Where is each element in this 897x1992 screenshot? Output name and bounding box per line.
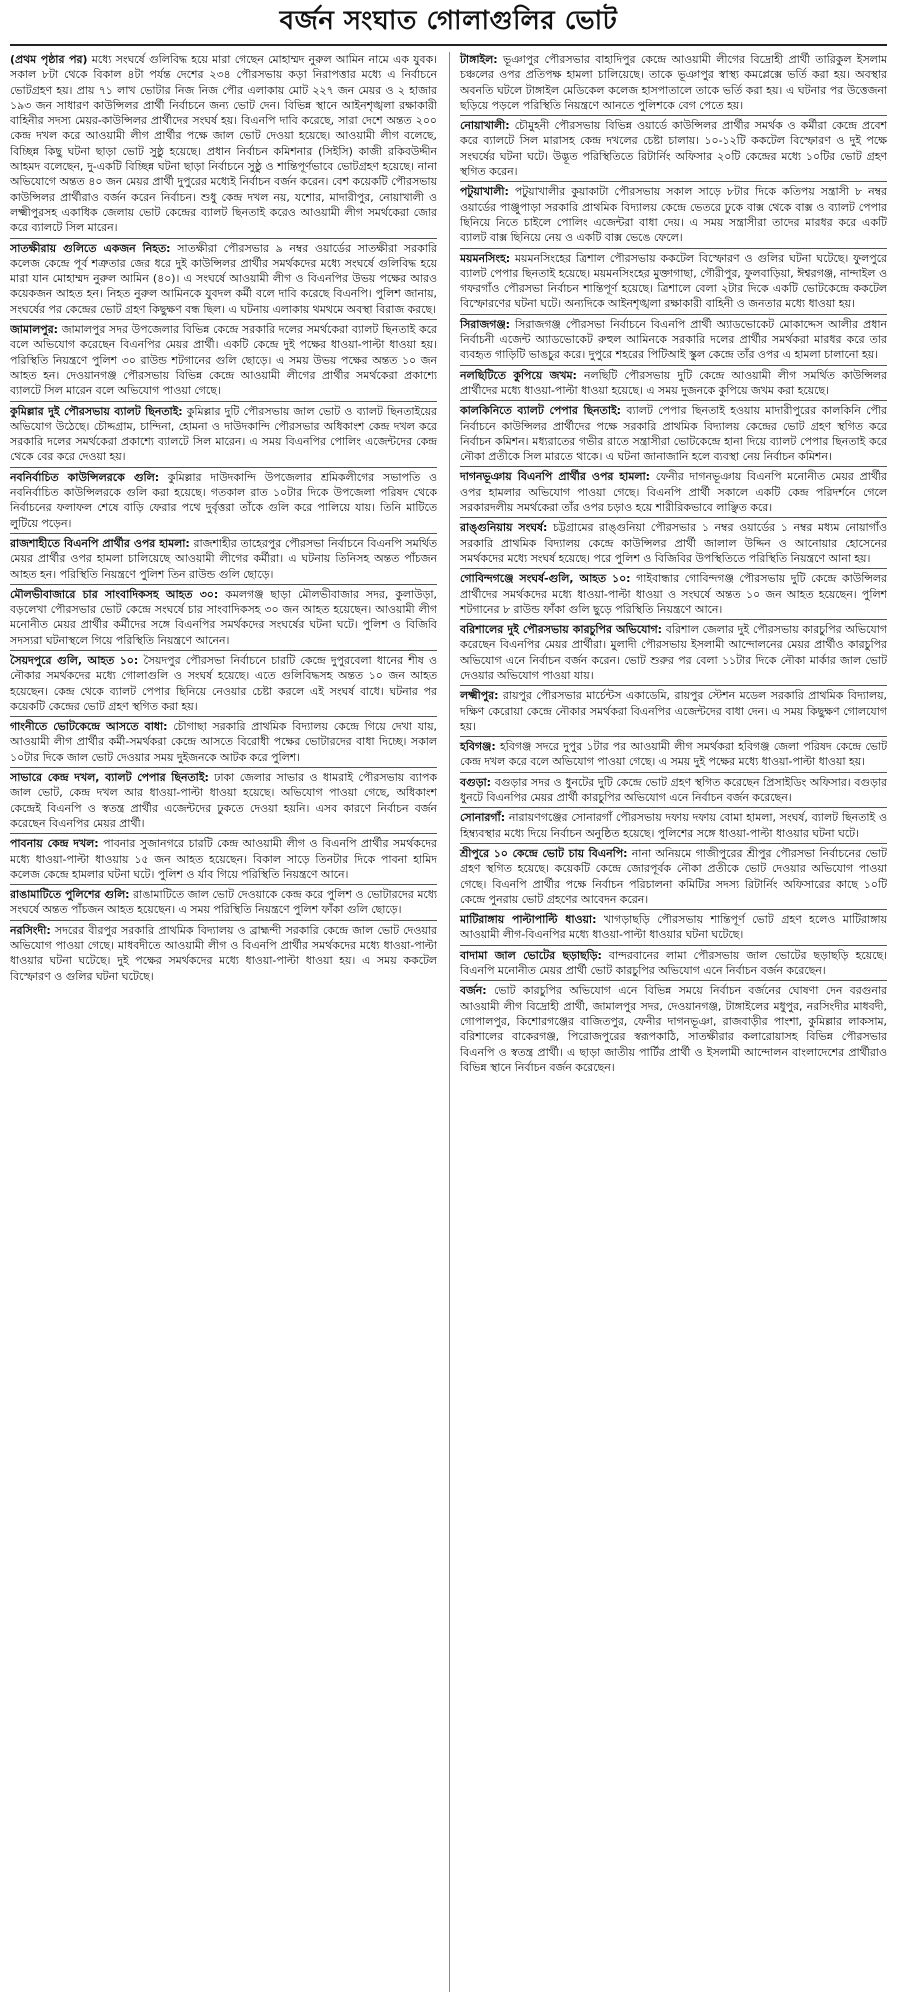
paragraph-subhead: নোয়াখালী: [460, 119, 510, 133]
article-paragraph [460, 948, 887, 979]
paragraph-body: জামালপুর সদর উপজেলার বিভিন্ন কেন্দ্রে সরকারি দলের সমর্থকেরা ব্যালট ছিনতাই করে বলে অভিযোগ করেছেন বিএনপির মেয়র প্রার্থী। একটি কেন্দ্রে দুই পক্ষের ধাওয়া-পাল্টা ধাওয়া হয়। পরিস্থিতি নিয়ন্ত্রণে পুলিশ ৩০ রাউন্ড শটগানের গুলি ছোড়ে। এ সময় উভয় পক্ষের অন্তত ১০ জন আহত হন। দেওয়ানগঞ্জ পৌরসভায় বিভিন্ন কেন্দ্রে আওয়ামী লীগের প্রার্থীর সমর্থকেরা প্রকাশ্যে ব্যালটে সিল মারেন বলে অভিযোগ পাওয়া গেছে। [10, 323, 437, 398]
paragraph-body: খাগড়াছড়ি পৌরসভায় শান্তিপূর্ণ ভোট গ্রহণ হলেও মাটিরাঙ্গায় আওয়ামী লীগ-বিএনপির মধ্যে ধাওয়া-পাল্টা ধাওয়ার ঘটনা ঘটেছে। [460, 913, 887, 942]
paragraph-body: ব্যালট পেপার ছিনতাই হওয়ায় মাদারীপুরের কালকিনি পৌর নির্বাচনে কাউন্সিলর প্রার্থীদের পক্ষে সরকারি প্রাথমিক বিদ্যালয় কেন্দ্রের ভোট গ্রহণ স্থগিত করে নির্বাচন কমিশন। মধ্যরাতের গভীর রাতে সন্ত্রাসীরা ভোটকেন্দ্রে হানা দিয়ে ব্যালট পেপার ছিনতাই করে নৌকা প্রতীকে সিল মারতে থাকে। এ ঘটনা জানাজানি হলে ব্যবস্থা নেয় নির্বাচন কমিশন। [460, 404, 887, 464]
paragraph-divider [10, 467, 437, 468]
paragraph-body: পাবনার সুজানগরে চারটি কেন্দ্র আওয়ামী লীগ ও বিএনপি প্রার্থীর সমর্থকদের মধ্যে ধাওয়া-পাল্টা ধাওয়ায় ১৫ জন আহত হয়েছেন। বিকাল সাড়ে তিনটার দিকে পাবনা হামিদ কলেজ কেন্দ্রে হামলার ঘটনা ঘটে। পুলিশ ও র্যাব গিয়ে পরিস্থিতি নিয়ন্ত্রণে আনে। [10, 837, 437, 881]
article-paragraph [460, 688, 887, 734]
article-paragraph [460, 912, 887, 943]
article-paragraph [10, 52, 437, 236]
column-left [10, 52, 437, 1992]
article-paragraph [460, 251, 887, 312]
paragraph-divider [460, 181, 887, 182]
paragraph-subhead: শ্রীপুরে ১০ কেন্দ্রে ভোট চায় বিএনপি: [460, 846, 628, 860]
paragraph-divider [460, 115, 887, 116]
paragraph-divider [460, 314, 887, 315]
paragraph-subhead: কালকিনিতে ব্যালট পেপার ছিনতাই: [460, 404, 622, 418]
article-paragraph [460, 622, 887, 683]
paragraph-body: নলছিটি পৌরসভায় দুটি কেন্দ্রে আওয়ামী লীগ সমর্থিত কাউন্সিলর প্রার্থীদের মধ্যে ধাওয়া-পাল্টা ধাওয়া হয়েছে। এ সময় দুজনকে কুপিয়ে জখম করা হয়েছে। [460, 368, 887, 397]
paragraph-subhead: গাংনীতে ভোটকেন্দ্রে আসতে বাধা: [10, 720, 168, 734]
paragraph-body: সদরের বীরপুর সরকারি প্রাথমিক বিদ্যালয় ও ব্রাহ্মন্দী সরকারি কেন্দ্রে জাল ভোট দেওয়ার অভিযোগ পাওয়া গেছে। মাধবদীতে আওয়ামী লীগ ও বিএনপি প্রার্থীর সমর্থকদের মধ্যে ধাওয়া-পাল্টা ধাওয়ার ঘটনা ঘটেছে। দুই পক্ষের সমর্থকদের মধ্যে ধাওয়া-পাল্টা ধাওয়া হয়। এ সময় ককটেল বিস্ফোরণ ও গুলির ঘটনা ঘটেছে। [10, 923, 437, 983]
article-paragraph [460, 810, 887, 841]
paragraph-divider [10, 767, 437, 768]
paragraph-subhead: পটুয়াখালী: [460, 185, 509, 199]
headline: বর্জন সংঘাত গোলাগুলির ভোট [10, 0, 887, 46]
paragraph-body: ভূঞাপুর পৌরসভার বাহাদিপুর কেন্দ্রে আওয়ামী লীগের বিদ্রোহী প্রার্থী তারিকুল ইসলাম চঞ্চলের ওপর প্রতিপক্ষ হামলা চালিয়েছে। তাকে ভূঞাপুর স্বাস্থ্য কমপ্লেক্সে ভর্তি করা হয়। অবস্থার অবনতি ঘটলে টাঙ্গাইল মেডিকেল কলেজ হাসপাতালে তাকে ভর্তি করা হয়। এ ঘটনার পর উত্তেজনা ছড়িয়ে পড়লে পরিস্থিতি নিয়ন্ত্রণে আনতে পুলিশকে বেগ পেতে হয়। [460, 53, 887, 112]
paragraph-subhead: সৈয়দপুরে গুলি, আহত ১০: [10, 653, 139, 667]
paragraph-body: কুমিল্লার দুটি পৌরসভায় জাল ভোট ও ব্যালট ছিনতাইয়ের অভিযোগ উঠেছে। চৌদ্দগ্রাম, চান্দিনা, হোমনা ও দাউদকান্দি পৌরসভার অধিকাংশ কেন্দ্র দখল করে সরকারি দলের সমর্থকেরা প্রকাশ্যে ব্যালটে সিল মারেন। এ সময় বিএনপির পোলিং এজেন্টদের কেন্দ্র থেকে বের করে দেওয়া হয়। [10, 404, 437, 464]
paragraph-body: সৈয়দপুর পৌরসভা নির্বাচনে চারটি কেন্দ্রে দুপুরবেলা ধানের শীষ ও নৌকার সমর্থকদের মধ্যে গোলাগুলি ও সংঘর্ষ হয়েছে। এতে গুলিবিদ্ধসহ অন্তত ১০ জন আহত হয়েছেন। কেন্দ্র থেকে ব্যালট পেপার ছিনিয়ে নেওয়ার চেষ্টা করলে এই সংঘর্ষ বাধে। ঘটনার পর কয়েকটি কেন্দ্রের ভোট গ্রহণ স্থগিত করা হয়। [10, 653, 437, 713]
paragraph-divider [460, 980, 887, 981]
paragraph-subhead: কুমিল্লার দুই পৌরসভায় ব্যালট ছিনতাই: [10, 404, 183, 418]
article-paragraph [460, 983, 887, 1075]
paragraph-subhead: পাবনায় কেন্দ্র দখল: [10, 837, 99, 851]
paragraph-subhead: রাঙ্গুনিয়ায় সংঘর্ষ: [460, 521, 548, 535]
article-columns [10, 46, 887, 1992]
paragraph-body: নারায়ণগঞ্জের সোনারগাঁ পৌরসভায় দফায় দফায় বোমা হামলা, সংঘর্ষ, ব্যালট ছিনতাই ও হিম্ব্যবস্থার মধ্যে দিয়ে নির্বাচন অনুষ্ঠিত হয়েছে। পুলিশের সঙ্গে ধাওয়া-পাল্টা ধাওয়ার ঘটনা ঘটে। [460, 811, 887, 840]
article-paragraph [460, 775, 887, 806]
paragraph-divider [460, 685, 887, 686]
paragraph-body: হবিগঞ্জ সদরে দুপুর ১টার পর আওয়ামী লীগ সমর্থকরা হবিগঞ্জ জেলা পরিষদ কেন্দ্রে ভোট কেন্দ্র দখল করে বলে অভিযোগ পাওয়া গেছে। এ সময় দুই পক্ষের মধ্যে ধাওয়া-পাল্টা ধাওয়া হয়। [460, 740, 887, 769]
paragraph-divider [10, 650, 437, 651]
paragraph-divider [460, 909, 887, 910]
article-paragraph [460, 846, 887, 907]
paragraph-subhead: বগুড়া: [460, 775, 492, 789]
paragraph-divider [460, 466, 887, 467]
article-paragraph [460, 469, 887, 515]
paragraph-body: ময়মনসিংহের ত্রিশাল পৌরসভায় ককটেল বিস্ফোরণ ও গুলির ঘটনা ঘটেছে। ফুলপুরে ব্যালট পেপার ছিনতাই হয়েছে। ময়মনসিংহের মুক্তাগাছা, গৌরীপুর, ফুলবাড়িয়া, ঈশ্বরগঞ্জ, নান্দাইল ও গফরগাঁও পৌরসভা নির্বাচন শান্তিপূর্ণ হয়েছে। ত্রিশালে বেলা ২টার দিকে একটি ভোটকেন্দ্রে ককটেল বিস্ফোরণের ঘটনা ঘটে। অন্যদিকে আইনশৃঙ্খলা রক্ষাকারী বাহিনী ও জনতার মধ্যে ধাওয়া হয়। [460, 251, 887, 311]
paragraph-body: চৌগাছা সরকারি প্রাথমিক বিদ্যালয় কেন্দ্রে গিয়ে দেখা যায়, আওয়ামী লীগ প্রার্থীর কর্মী-সমর্থকরা কেন্দ্রে আসতে বিরোধী পক্ষের ভোটারদের বাধা দিচ্ছে। সকাল ১০টার দিকে জাল ভোট দেওয়ার সময় দুইজনকে আটক করে পুলিশ। [10, 720, 437, 764]
paragraph-body: ফেনীর দাগনভূঞায় বিএনপি মনোনীত মেয়র প্রার্থীর ওপর হামলার অভিযোগ পাওয়া গেছে। বিএনপি প্রার্থী সকালে একটি কেন্দ্র পরিদর্শনে গেলে সরকারদলীয় সমর্থকেরা তাঁর ওপর চড়াও হয়ে শারীরিকভাবে লাঞ্ছিত করে। [460, 470, 887, 515]
paragraph-divider [460, 568, 887, 569]
paragraph-subhead: রাঙামাটিতে পুলিশের গুলি: [10, 888, 130, 902]
paragraph-divider [460, 400, 887, 401]
article-paragraph [460, 317, 887, 363]
article-paragraph [10, 404, 437, 465]
paragraph-subhead: (প্রথম পৃষ্ঠার পর) [10, 53, 88, 66]
paragraph-subhead: মাটিরাঙ্গায় পাল্টাপাল্টি ধাওয়া: [460, 913, 597, 927]
paragraph-divider [10, 584, 437, 585]
paragraph-divider [460, 365, 887, 366]
paragraph-body: সাতক্ষীরা পৌরসভার ৯ নম্বর ওয়ার্ডের সাতক্ষীরা সরকারি কলেজ কেন্দ্রে পূর্ব শত্রুতার জের ধরে দুই কাউন্সিলর প্রার্থীর সমর্থকদের মধ্যে সংঘর্ষে গুলিবিদ্ধ হয়ে মারা যান মোহাম্মদ নুরুল আমিন (৪০)। এ সংঘর্ষে আওয়ামী লীগ ও বিএনপির উভয় পক্ষের আরও কয়েকজন আহত হন। নিহত নুরুল আমিনকে যুবদল কর্মী বলে দাবি করেছে বিএনপি। পুলিশ জানায়, সংঘর্ষের পর কেন্দ্রের ভোট গ্রহণ কিছুক্ষণ বন্ধ ছিল। এ ঘটনায় এলাকায় থমথমে অবস্থা বিরাজ করছে। [10, 241, 437, 316]
paragraph-divider [460, 619, 887, 620]
paragraph-body: রায়পুর পৌরসভার মার্চেন্টস একাডেমি, রায়পুর স্টেশন মডেল সরকারি প্রাথমিক বিদ্যালয়, দক্ষিণ কেরোয়া কেন্দ্রে নৌকার সমর্থকরা বিএনপির এজেন্টদের বাধা দেন। এ সময় কিছুক্ষণ গোলযোগ হয়। [460, 689, 887, 733]
paragraph-subhead: রাজশাহীতে বিএনপি প্রার্থীর ওপর হামলা: [10, 536, 190, 550]
paragraph-subhead: বাদামা জাল ভোটের ছড়াছড়ি: [460, 948, 602, 962]
article-paragraph [460, 52, 887, 113]
paragraph-body: রাঙামাটিতে জাল ভোট দেওয়াকে কেন্দ্র করে পুলিশ ও ভোটারদের মধ্যে সংঘর্ষে অন্তত পাঁচজন আহত হয়েছেন। এ সময় পরিস্থিতি নিয়ন্ত্রণে পুলিশ ফাঁকা গুলি ছোড়ে। [10, 888, 437, 917]
paragraph-subhead: নরসিংদী: [10, 923, 51, 937]
paragraph-divider [10, 238, 437, 239]
paragraph-subhead: সোনারগাঁ: [460, 811, 506, 825]
paragraph-subhead: সিরাজগঞ্জ: [460, 317, 510, 331]
paragraph-divider [460, 772, 887, 773]
paragraph-divider [10, 319, 437, 320]
article-paragraph [460, 520, 887, 566]
article-paragraph [10, 770, 437, 831]
paragraph-subhead: হবিগঞ্জ: [460, 740, 496, 754]
paragraph-body: বরিশাল জেলার দুই পৌরসভায় কারচুপির অভিযোগ করেছেন বিএনপির মেয়র প্রার্থীরা। মুলাদী পৌরসভায় ইসলামী আন্দোলনের মেয়র প্রার্থীও কারচুপির অভিযোগ এনে নির্বাচন বর্জন করেন। ভোট শুরুর পর বেলা ১১টার দিকে নৌকা মার্কার জাল ভোট দেওয়ার অভিযোগ পাওয়া যায়। [460, 623, 887, 682]
article-paragraph [460, 739, 887, 770]
paragraph-body: ঢাকা জেলার সাভার ও ধামরাই পৌরসভায় ব্যাপক জাল ভোট, কেন্দ্র দখল আর ধাওয়া-পাল্টা ধাওয়া হয়েছে। অভিযোগ পাওয়া গেছে, অধিকাংশ কেন্দ্রেই বিএনপি ও স্বতন্ত্র প্রার্থীর এজেন্টদের ঢুকতে দেওয়া হয়নি। এসব কারণে নির্বাচন বর্জন করেছেন বিএনপির মেয়র প্রার্থী। [10, 771, 437, 830]
paragraph-body: সিরাজগঞ্জ পৌরসভা নির্বাচনে বিএনপি প্রার্থী অ্যাডভোকেট মোকাদ্দেস আলীর প্রধান নির্বাচনী এজেন্ট অ্যাডভোকেট রুহুল আমিনকে সরকারি দলের প্রার্থীর সমর্থকরা মারধর করে তার ব্যবহৃত গাড়িটি ভাঙচুর করে। দুপুরে শহরের পিটিআই স্কুল কেন্দ্রে তাঁর ওপর এ হামলা চালানো হয়। [460, 317, 887, 362]
paragraph-divider [10, 920, 437, 921]
paragraph-divider [460, 807, 887, 808]
article-paragraph [10, 536, 437, 582]
paragraph-divider [460, 843, 887, 844]
paragraph-subhead: গোবিন্দগঞ্জে সংঘর্ষ-গুলি, আহত ১০: [460, 572, 631, 586]
paragraph-subhead: বরিশালের দুই পৌরসভায় কারচুপির অভিযোগ: [460, 623, 663, 637]
paragraph-subhead: মৌলভীবাজারে চার সাংবাদিকসহ আহত ৩০: [10, 587, 219, 601]
paragraph-body: ভোট কারচুপির অভিযোগ এনে বিভিন্ন সময়ে নির্বাচন বর্জনের ঘোষণা দেন বরগুনার আওয়ামী লীগ বিদ্রোহী প্রার্থী, জামালপুর সদর, দেওয়ানগঞ্জ, টাঙ্গাইলের মধুপুর, নরসিংদীর মাধবদী, গোপালপুর, কিশোরগঞ্জের বাজিতপুর, ফেনীর দাগনভূঞা, রাজবাড়ীর পাংশা, কুমিল্লার লাকসাম, বরিশালের বাকেরগঞ্জ, পিরোজপুরের স্বরূপকাঠি, সাতক্ষীরার কলারোয়াসহ বিভিন্ন পৌরসভার বিএনপি ও স্বতন্ত্র প্রার্থী। এ ছাড়া জাতীয় পার্টির প্রার্থী ও ইসলামী আন্দোলন বাংলাদেশের প্রার্থীরাও বিভিন্ন স্থানে নির্বাচন বর্জন করেছেন। [460, 984, 887, 1074]
article-paragraph [10, 322, 437, 398]
paragraph-body: নানা অনিয়মে গাজীপুরের শ্রীপুর পৌরসভা নির্বাচনের ভোট গ্রহণ স্থগিত হয়েছে। কয়েকটি কেন্দ্রে জোরপূর্বক নৌকা প্রতীকে ভোট দেওয়ার অভিযোগ পাওয়া গেছে। বিএনপি প্রার্থীর পক্ষে নির্বাচন পরিচালনা কমিটির সদস্য রিটার্নিং অফিসারের কাছে ১০টি কেন্দ্রে পুনরায় ভোট গ্রহণের আবেদন করেন। [460, 846, 887, 906]
article-paragraph [460, 368, 887, 399]
article-paragraph [10, 241, 437, 317]
article-paragraph [10, 719, 437, 765]
paragraph-divider [10, 884, 437, 885]
paragraph-divider [10, 401, 437, 402]
paragraph-subhead: সাভারে কেন্দ্র দখল, ব্যালট পেপার ছিনতাই: [10, 771, 209, 785]
paragraph-body: বগুড়ার সদর ও ধুনটের দুটি কেন্দ্রে ভোট গ্রহণ স্থগিত করেছেন প্রিসাইডিং অফিসার। বগুড়ার ধুনটে বিএনপির মেয়র প্রার্থী কারচুপির অভিযোগ এনে নির্বাচন বর্জন করেছেন। [460, 775, 887, 805]
article-paragraph [10, 836, 437, 882]
paragraph-subhead: ময়মনসিংহ: [460, 251, 511, 265]
paragraph-body: চট্টগ্রামের রাঙ্গুনিয়া পৌরসভার ১ নম্বর ওয়ার্ডের ১ নম্বর মধ্যম নোয়াগাঁও সরকারি প্রাথমিক বিদ্যালয় কেন্দ্রে কাউন্সিলর প্রার্থী জালাল উদ্দিন ও আনোয়ার হোসেনের সমর্থকদের মধ্যে সংঘর্ষ হয়েছে। পরে পুলিশ ও বিজিবির উপস্থিতিতে পরিস্থিতি নিয়ন্ত্রণে আনা হয়। [460, 521, 887, 565]
paragraph-subhead: নলছিটিতে কুপিয়ে জখম: [460, 368, 577, 382]
article-paragraph [10, 587, 437, 648]
paragraph-subhead: নবনির্বাচিত কাউন্সিলরকে গুলি: [10, 470, 160, 484]
paragraph-body: কমলগঞ্জ ছাড়া মৌলভীবাজার সদর, কুলাউড়া, বড়লেখা পৌরসভার ভোট কেন্দ্রে সংঘর্ষে চার সাংবাদিকসহ ৩০ জন আহত হয়েছেন। আওয়ামী লীগ মনোনীত মেয়র প্রার্থীর কর্মীদের সঙ্গে বিএনপির সমর্থকদের সংঘর্ষের ঘটনা ঘটে। পুলিশ ও বিজিবি সদস্যরা ঘটনাস্থলে গিয়ে পরিস্থিতি নিয়ন্ত্রণে আনেন। [10, 587, 437, 647]
article-paragraph [10, 470, 437, 531]
article-paragraph [10, 923, 437, 984]
paragraph-divider [10, 716, 437, 717]
paragraph-divider [460, 736, 887, 737]
paragraph-subhead: বর্জন: [460, 984, 487, 998]
paragraph-body: চৌমুহনী পৌরসভায় বিভিন্ন ওয়ার্ডে কাউন্সিলর প্রার্থীর সমর্থক ও কর্মীরা কেন্দ্রে প্রবেশ করে ব্যালটে সিল মারাসহ কেন্দ্র দখলের চেষ্টা চালায়। ১০-১২টি ককটেল বিস্ফোরণ ও দুই পক্ষে সংঘর্ষের ঘটনা ঘটে। উদ্ভূত পরিস্থিতিতে রিটার্নিং অফিসার ২০টি কেন্দ্রের মধ্যে ১০টির ভোট গ্রহণ স্থগিত করেন। [460, 119, 887, 179]
paragraph-body: গাইবান্ধার গোবিন্দগঞ্জ পৌরসভায় দুটি কেন্দ্রে কাউন্সিলর প্রার্থীদের সমর্থকদের মধ্যে ধাওয়া-পাল্টা ধাওয়া ও সংঘর্ষে অন্তত ১০ জন আহত হয়েছেন। পুলিশ শটগানের ৮ রাউন্ড ফাঁকা গুলি ছুড়ে পরিস্থিতি নিয়ন্ত্রণে আনে। [460, 572, 887, 616]
paragraph-body: মধ্যে সংঘর্ষে গুলিবিদ্ধ হয়ে মারা গেছেন মোহাম্মদ নুরুল আমিন নামে এক যুবক। সকাল ৮টা থেকে বিকাল ৪টা পর্যন্ত দেশের ২৩৪ পৌরসভায় কড়া নিরাপত্তার মধ্যে এ নির্বাচনে ভোটগ্রহণ হয়। প্রায় ৭১ লাখ ভোটার নিজ নিজ পৌর এলাকায় মোট ২২৭ জন মেয়র ও ২ হাজার ১৯৩ জন সাধারণ কাউন্সিলর প্রার্থী নির্বাচনে জন্য ভোট দেন। বিভিন্ন স্থানে আইনশৃঙ্খলা রক্ষাকারী বাহিনীর সদস্য মেয়র-কাউন্সিলর প্রার্থীদের সংঘর্ষ হয়। বিএনপি দাবি করেছে, সারা দেশে অন্তত ২০০ কেন্দ্র দখল করে আওয়ামী লীগ প্রার্থীর পক্ষে জাল ভোট দেওয়া হয়েছে। আওয়ামী লীগ বলেছে, বিচ্ছিন্ন কিছু ঘটনা ছাড়া ভোট সুষ্ঠু হয়েছে। প্রধান নির্বাচন কমিশনার (সিইসি) কাজী রকিবউদ্দীন আহমদ বলেছেন, দু-একটি বিচ্ছিন্ন ঘটনা ছাড়া নির্বাচনে সুষ্ঠু ও শান্তিপূর্ণভাবে ভোটগ্রহণ হয়েছে। নানা অভিযোগে অন্তত ৪০ জন মেয়র প্রার্থী দুপুরের মধ্যেই নির্বাচন বর্জন করেন। বেশ কয়েকটি পৌরসভায় কাউন্সিলর প্রার্থীরাও বর্জন করেন নির্বাচন। শুধু কেন্দ্র দখল নয়, যশোর, মাদারীপুর, নোয়াখালী ও লক্ষ্মীপুরসহ একাধিক জেলায় ভোট কেন্দ্রের ব্যালট ছিনতাই করেও আওয়ামী লীগ সমর্থকেরা জোর করে ব্যালটে সিল মারেন। [10, 53, 437, 235]
article-paragraph [460, 184, 887, 245]
paragraph-body: পটুয়াখালীর কুয়াকাটা পৌরসভায় সকাল সাড়ে ৮টার দিকে কতিপয় সন্ত্রাসী ৮ নম্বর ওয়ার্ডের পাঞ্জুপাড়া সরকারি প্রাথমিক বিদ্যালয় কেন্দ্রে ভেতরে ঢুকে বাক্স থেকে বাক্স ও ব্যালট পেপার ছিনিয়ে নিতে চাইলে পোলিং এজেন্টরা বাধা দেয়। এ সময় সন্ত্রাসীরা তাদের মারধর করে একটি ব্যালট বাক্স ছিনিয়ে নেয় ও একটি বাক্স ভেঙে ফেলে। [460, 185, 887, 245]
column-right [449, 52, 887, 1992]
paragraph-body: কুমিল্লার দাউদকান্দি উপজেলার শ্রমিকলীগের সভাপতি ও নবনির্বাচিত কাউন্সিলরকে গুলি করা হয়েছে। গতকাল রাত ১০টার দিকে উপজেলা পরিষদ থেকে নির্বাচনের ফলাফল শেষে বাড়ি ফেরার পথে দুর্বৃত্তরা তাঁকে গুলি করে পালিয়ে যায়। তিনি মাটিতে লুটিয়ে পড়েন। [10, 470, 437, 530]
paragraph-subhead: টাঙ্গাইল: [460, 53, 498, 66]
paragraph-divider [460, 945, 887, 946]
article-paragraph [460, 571, 887, 617]
paragraph-subhead: জামালপুর: [10, 323, 58, 337]
paragraph-subhead: সাতক্ষীরায় গুলিতে একজন নিহত: [10, 241, 171, 255]
paragraph-subhead: লক্ষ্মীপুর: [460, 689, 499, 703]
paragraph-body: রাজশাহীর তাহেরপুর পৌরসভা নির্বাচনে বিএনপি সমর্থিত মেয়র প্রার্থীর ওপর হামলা চালিয়েছে আওয়ামী লীগের কর্মীরা। এ ঘটনায় তিনিসহ অন্তত পাঁচজন আহত হন। পরিস্থিতি নিয়ন্ত্রণে পুলিশ তিন রাউন্ড গুলি ছোড়ে। [10, 536, 437, 581]
paragraph-divider [10, 833, 437, 834]
paragraph-divider [460, 248, 887, 249]
paragraph-divider [460, 517, 887, 518]
article-paragraph [460, 118, 887, 179]
paragraph-subhead: দাগনভূঞায় বিএনপি প্রার্থীর ওপর হামলা: [460, 470, 650, 484]
article-paragraph [10, 653, 437, 714]
paragraph-body: বান্দরবানের লামা পৌরসভায় জাল ভোটের ছড়াছড়ি হয়েছে। বিএনপি মনোনীত মেয়র প্রার্থী ভোট কারচুপির অভিযোগ এনে নির্বাচন বর্জন করেছেন। [460, 948, 887, 978]
paragraph-divider [10, 533, 437, 534]
article-paragraph [10, 887, 437, 918]
article-paragraph [460, 403, 887, 464]
